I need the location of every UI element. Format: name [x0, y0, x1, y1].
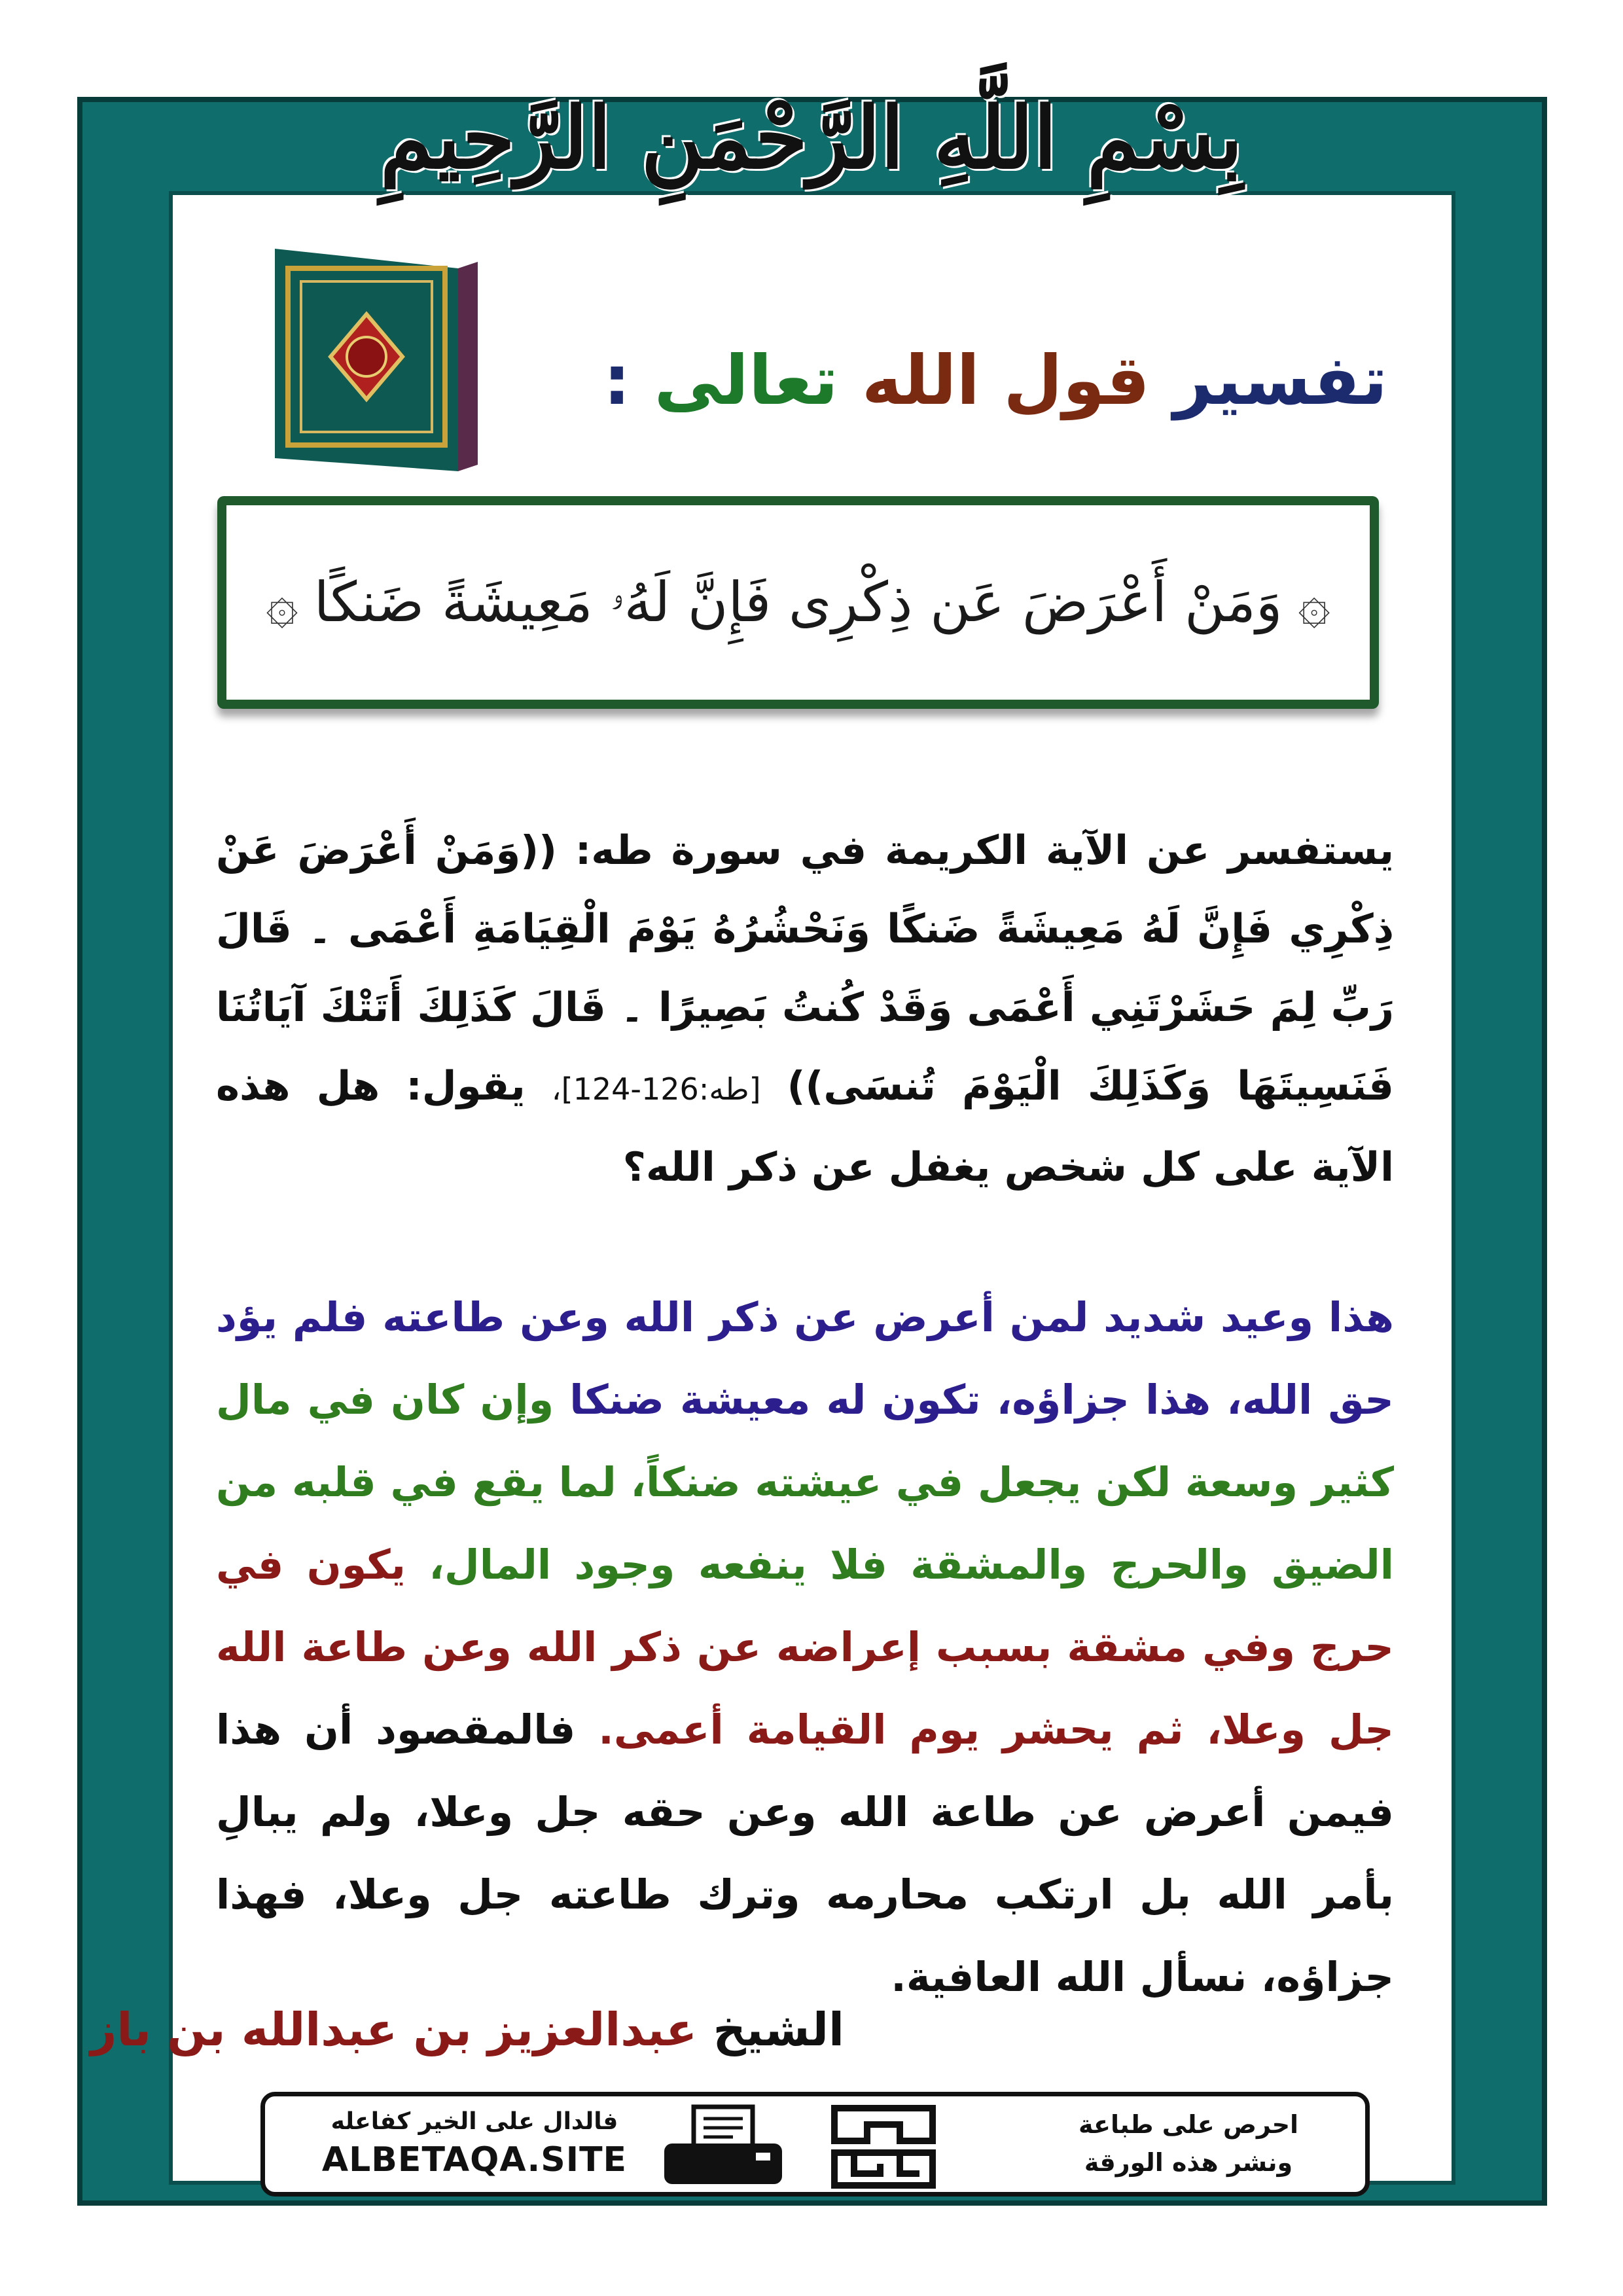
verse-ornament-right: ۞ [1298, 570, 1330, 635]
footer-right-line1: احرص على طباعة [1078, 2110, 1299, 2139]
footer-site-url[interactable]: ALBETAQA.SITE [321, 2140, 628, 2179]
question-text: يستفسر عن الآية الكريمة في سورة طه: ((وَمَنْ أَعْرَضَ عَنْ ذِكْرِي فَإِنَّ لَهُ مَعِيشَةً ضَنكًا وَنَحْشُرُهُ يَوْمَ الْقِيَامَةِ أَعْمَى ۔ قَالَ رَبِّ لِمَ حَشَرْتَنِي أَعْمَى وَقَدْ كُنتُ بَصِيرًا ۔ قَالَ كَذَلِكَ أَتَتْكَ آيَاتُنَا فَنَسِيتَهَا وَكَذَلِكَ الْيَوْمَ تُنسَى)) [216, 827, 1394, 1109]
dawat-alwaraqa-logo-icon [828, 2102, 939, 2192]
footer-right-line2: ونشر هذه الورقة [1084, 2148, 1293, 2177]
verse-panel [226, 505, 1370, 700]
question-ask: يقول: هل هذه الآية على كل شخص يغفل عن ذكر الله؟ [216, 1063, 1394, 1191]
question-paragraph [216, 812, 1394, 1211]
answer-segment-2: وإن كان في مال كثير وسعة لكن يجعل في عيشته ضنكاً، لما يقع في قلبه من الضيق والحرج والمشقة فلا ينفعه وجود المال، [216, 1376, 1394, 1588]
verse-box [217, 496, 1379, 709]
verse-text: وَمَنْ أَعْرَضَ عَن ذِكْرِى فَإِنَّ لَهُۥ مَعِيشَةً ضَنكًا [313, 570, 1283, 634]
footer-bar [260, 2092, 1370, 2197]
title-word-tafsir: تفسير [1173, 340, 1387, 420]
printer-icon [658, 2103, 789, 2188]
answer-paragraph [216, 1276, 1394, 2001]
verse-ornament-left: ۞ [266, 570, 298, 635]
footer-site-block [304, 2106, 645, 2184]
answer-segment-4: فالمقصود أن هذا فيمن أعرض عن طاعة الله وعن حقه جل وعلا، ولم يبالِ بأمر الله بل ارتكب محارمه وترك طاعته جل وعلا، فهذا جزاؤه، نسأل الله العافية. [216, 1706, 1394, 2001]
footer-print-note [1038, 2106, 1339, 2184]
attribution-name: عبدالعزيز بن عبدالله بن باز [90, 2003, 698, 2056]
attribution [90, 2003, 844, 2081]
answer-segment-1: هذا وعيد شديد لمن أعرض عن ذكر الله وعن طاعته فلم يؤد حق الله، هذا جزاؤه، تكون له معيشة ضنكا [216, 1293, 1394, 1424]
page-title [537, 340, 1387, 445]
attribution-label: الشيخ [713, 2003, 844, 2056]
title-colon: : [603, 340, 631, 420]
title-qawl-allah: قول الله [861, 340, 1150, 420]
title-taala: تعالى [654, 340, 838, 420]
footer-left-line1: فالدال على الخير كفاعله [330, 2108, 618, 2135]
answer-segment-3: يكون في حرج وفي مشقة بسبب إعراضه عن ذكر الله وعن طاعة الله جل وعلا، ثم يحشر يوم القيامة أعمى. [216, 1541, 1394, 1753]
basmala-calligraphy: بِسْمِ اللَّهِ الرَّحْمَنِ الرَّحِيمِ [380, 87, 1243, 188]
quran-book-icon [262, 242, 478, 478]
verse-reference: [طه:126-124]، [551, 1071, 761, 1107]
